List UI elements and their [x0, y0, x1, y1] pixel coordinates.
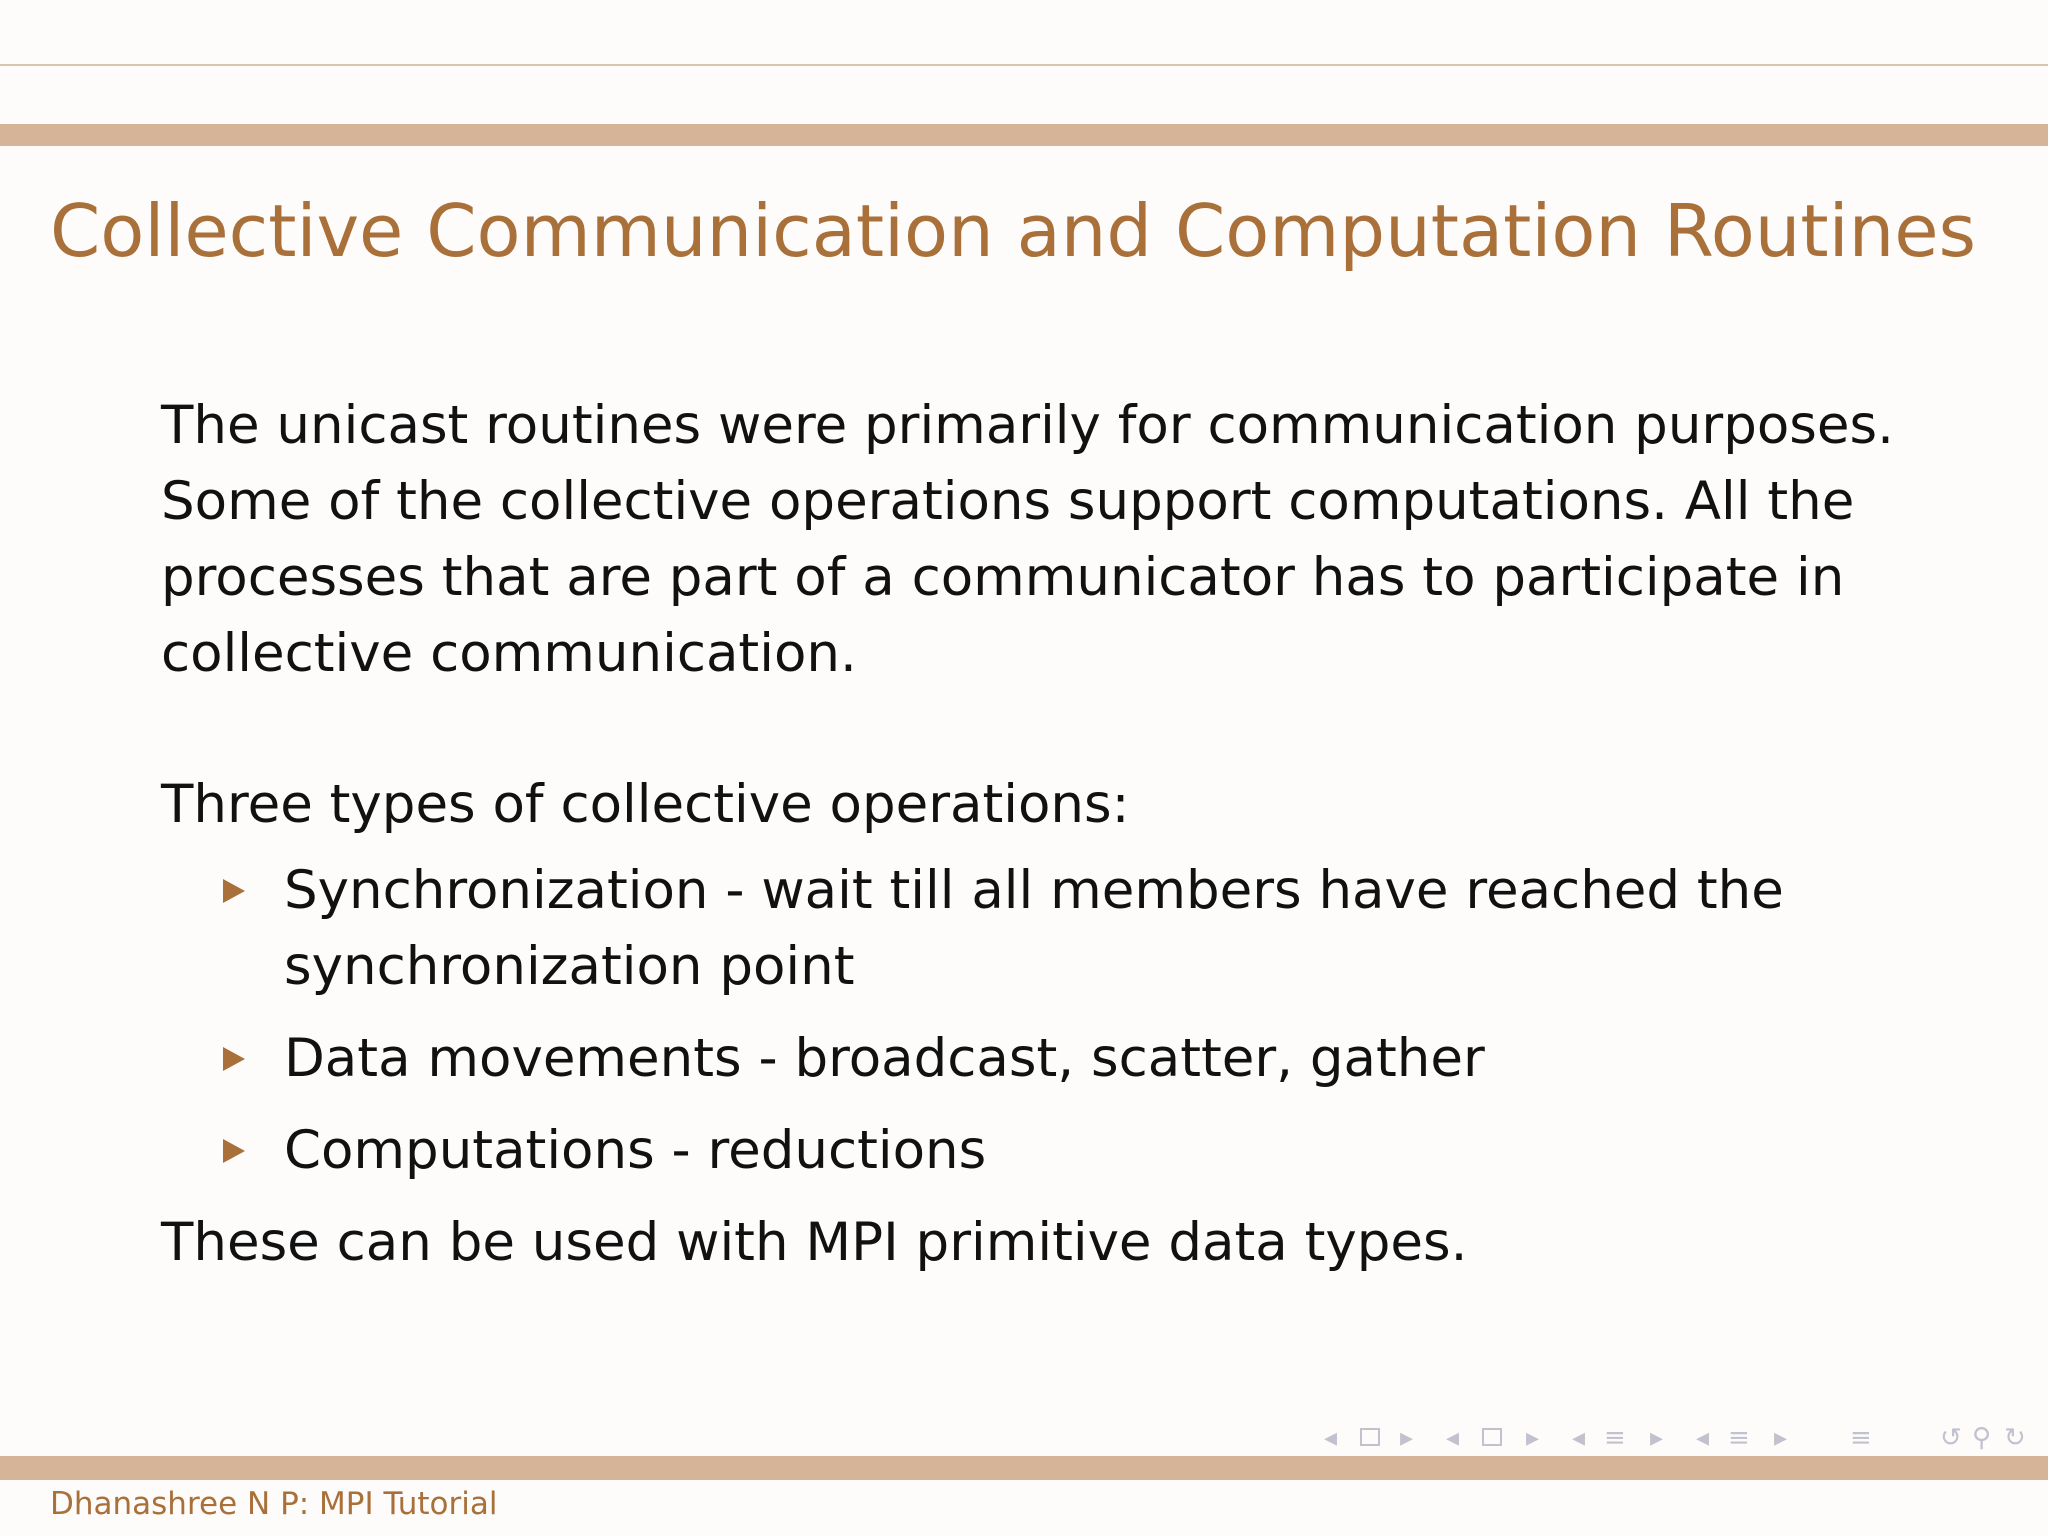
navigation-bar [1320, 1420, 2040, 1456]
triangle-bullet-icon [223, 879, 245, 903]
arrow-left-icon[interactable]: ◂ [1324, 1423, 1338, 1453]
arrow-right-icon[interactable]: ▸ [1400, 1423, 1414, 1453]
frame-icon[interactable] [1360, 1428, 1380, 1446]
intro-paragraph: The unicast routines were primarily for communication purposes. Some of the collective operations support computations. All the processes that are part of a communicator has to participate in collective communication. [161, 395, 1894, 684]
top-rule [0, 64, 2048, 66]
bullet-list [161, 853, 1961, 1189]
closing-text: These can be used with MPI primitive data types. [161, 1212, 1468, 1273]
redo-icon[interactable]: ↻ [2004, 1423, 2026, 1453]
undo-icon[interactable]: ↺ [1940, 1423, 1962, 1453]
list-item [161, 1021, 1961, 1097]
bullet-text: Computations - reductions [284, 1120, 987, 1181]
list-item [161, 853, 1961, 1005]
arrow-right-icon[interactable]: ▸ [1526, 1423, 1540, 1453]
lead-text: Three types of collective operations: [161, 774, 1130, 835]
arrow-left-icon[interactable]: ◂ [1572, 1423, 1586, 1453]
bullet-text: Synchronization - wait till all members have reached the synchronization point [284, 860, 1784, 997]
triangle-bullet-icon [223, 1047, 245, 1071]
slide-title: Collective Communication and Computation Routines [50, 189, 1977, 273]
subsection-icon[interactable]: ≡ [1604, 1423, 1626, 1453]
footer-author-title: Dhanashree N P: MPI Tutorial [50, 1486, 498, 1522]
arrow-left-icon[interactable]: ◂ [1446, 1423, 1460, 1453]
footer-band [0, 1456, 2048, 1480]
triangle-bullet-icon [223, 1139, 245, 1163]
arrow-left-icon[interactable]: ◂ [1696, 1423, 1710, 1453]
section-icon[interactable]: ≡ [1728, 1423, 1750, 1453]
frame-icon[interactable] [1482, 1428, 1502, 1446]
search-icon[interactable]: ⚲ [1972, 1423, 1992, 1453]
arrow-right-icon[interactable]: ▸ [1774, 1423, 1788, 1453]
arrow-right-icon[interactable]: ▸ [1650, 1423, 1664, 1453]
list-item [161, 1113, 1961, 1189]
header-band [0, 124, 2048, 146]
slide-body [161, 388, 1961, 1281]
list-icon[interactable]: ≡ [1850, 1423, 1872, 1453]
bullet-text: Data movements - broadcast, scatter, gather [284, 1028, 1485, 1089]
